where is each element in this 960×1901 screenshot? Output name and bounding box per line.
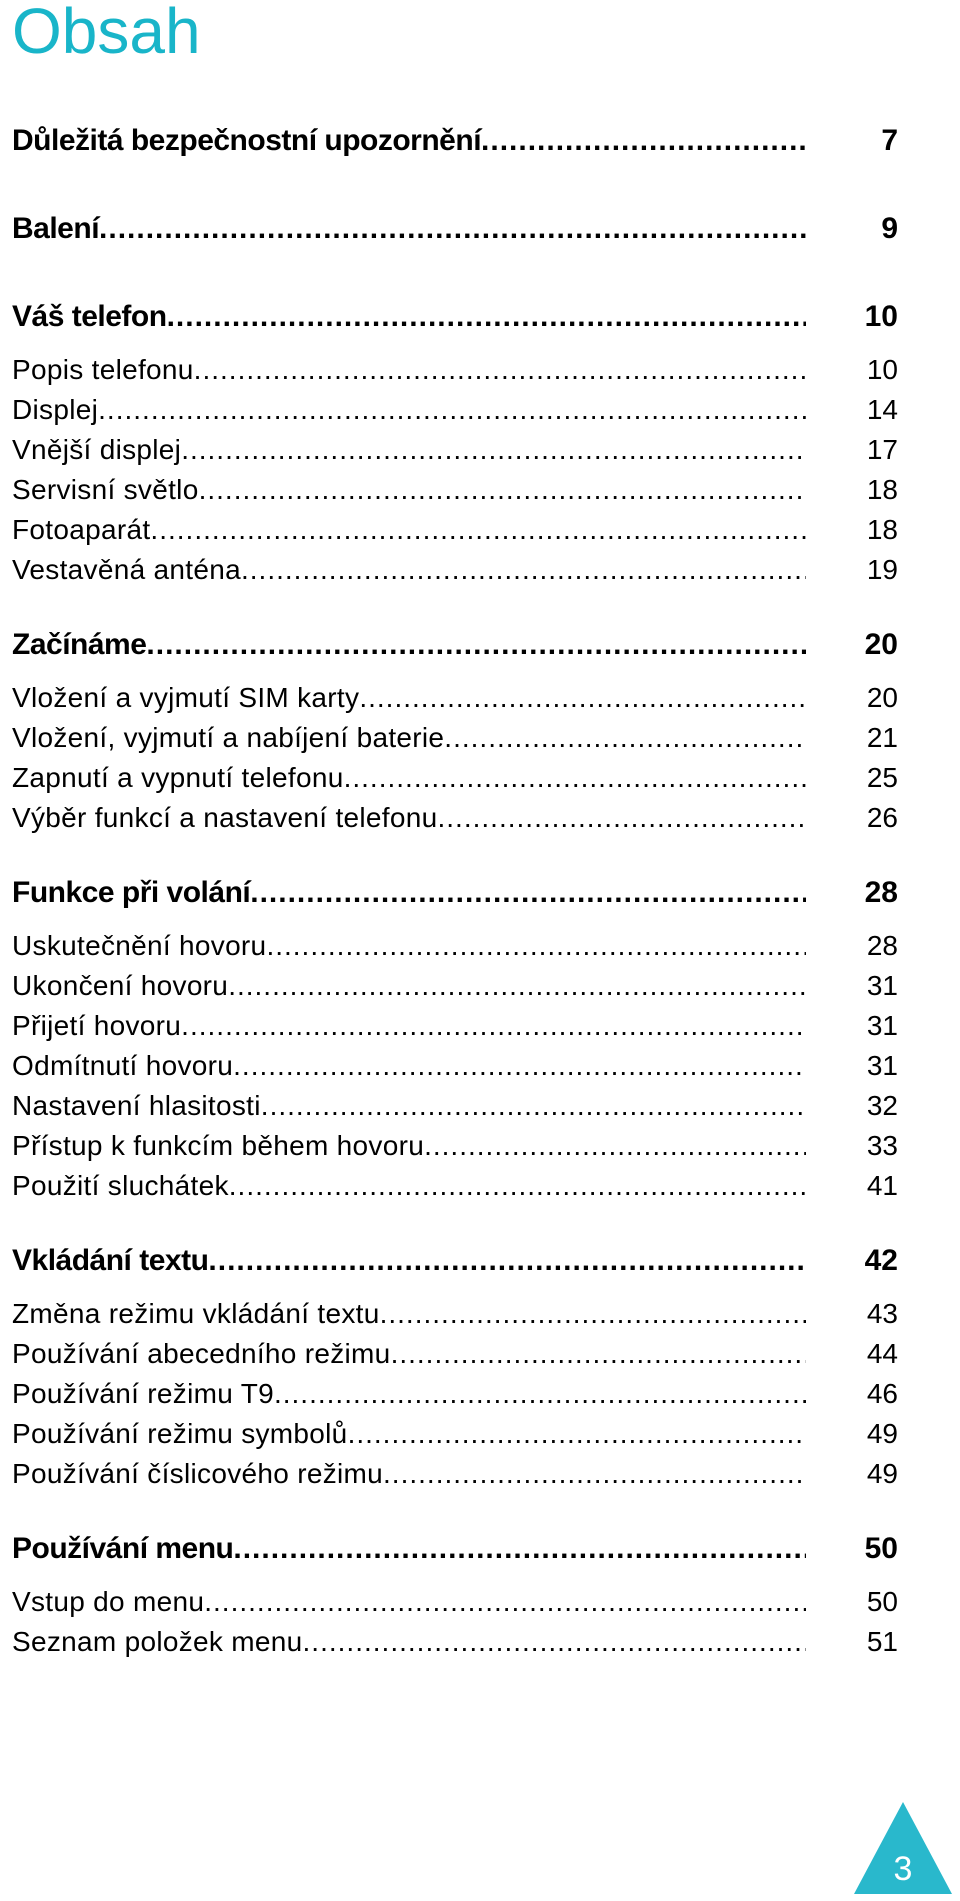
entry-title: Výběr funkcí a nastavení telefonu — [12, 802, 438, 833]
dot-leader — [274, 1374, 806, 1414]
entry-page-number: 31 — [866, 1010, 898, 1041]
entry-page-number: 46 — [866, 1378, 898, 1409]
entry-title: Váš telefon — [12, 300, 167, 333]
entry-label-wrap — [12, 390, 806, 430]
entry-page-number: 10 — [866, 354, 898, 385]
page-number-badge — [852, 1800, 954, 1896]
entry-label-wrap — [12, 1046, 806, 1086]
entry-label-wrap — [12, 470, 806, 510]
toc-chapter-entry[interactable] — [12, 1228, 898, 1294]
entry-label-wrap — [12, 284, 806, 350]
entry-page-number: 49 — [866, 1458, 898, 1489]
entry-label-wrap — [12, 350, 806, 390]
entry-page-number: 19 — [866, 554, 898, 585]
entry-title: Použití sluchátek — [12, 1170, 229, 1201]
entry-label-wrap — [12, 1086, 806, 1126]
entry-title: Důležitá bezpečnostní upozornění — [12, 124, 482, 157]
toc-subentry[interactable] — [12, 1006, 898, 1046]
toc-subentry[interactable] — [12, 798, 898, 838]
toc-subentry[interactable] — [12, 1622, 898, 1662]
entry-title: Fotoaparát — [12, 514, 151, 545]
entry-label-wrap — [12, 550, 806, 590]
entry-page-number: 41 — [866, 1170, 898, 1201]
dot-leader — [208, 1228, 806, 1294]
entry-page-number: 20 — [866, 682, 898, 713]
entry-label-wrap — [12, 1454, 806, 1494]
entry-page-number: 25 — [866, 762, 898, 793]
toc-subentry[interactable] — [12, 390, 898, 430]
entry-title: Používání režimu T9 — [12, 1378, 274, 1409]
entry-label-wrap — [12, 1294, 806, 1334]
dot-leader — [383, 1454, 806, 1494]
entry-title: Přijetí hovoru — [12, 1010, 182, 1041]
toc-chapter-entry[interactable] — [12, 1516, 898, 1582]
entry-label-wrap — [12, 430, 806, 470]
dot-leader — [233, 1046, 806, 1086]
entry-page-number: 28 — [864, 876, 898, 909]
entry-label-wrap — [12, 718, 806, 758]
toc-subentry[interactable] — [12, 1166, 898, 1206]
entry-page-number: 26 — [866, 802, 898, 833]
toc-section — [12, 108, 898, 174]
dot-leader — [359, 678, 806, 718]
entry-page-number: 28 — [866, 930, 898, 961]
entry-page-number: 9 — [881, 212, 898, 245]
toc-chapter-entry[interactable] — [12, 196, 898, 262]
dot-leader — [167, 284, 806, 350]
entry-page-number: 21 — [866, 722, 898, 753]
dot-leader — [424, 1126, 806, 1166]
toc-subentry[interactable] — [12, 718, 898, 758]
entry-label-wrap — [12, 1516, 806, 1582]
entry-page-number: 18 — [866, 514, 898, 545]
entry-page-number: 20 — [864, 628, 898, 661]
dot-leader — [229, 1166, 806, 1206]
dot-leader — [204, 1582, 806, 1622]
dot-leader — [391, 1334, 806, 1374]
entry-page-number: 44 — [866, 1338, 898, 1369]
entry-label-wrap — [12, 1006, 806, 1046]
dot-leader — [266, 926, 806, 966]
entry-title: Používání abecedního režimu — [12, 1338, 391, 1369]
dot-leader — [98, 390, 806, 430]
toc-subentry[interactable] — [12, 1126, 898, 1166]
entry-page-number: 18 — [866, 474, 898, 505]
toc-subentry[interactable] — [12, 758, 898, 798]
toc-subentry[interactable] — [12, 1046, 898, 1086]
entry-page-number: 31 — [866, 970, 898, 1001]
entry-page-number: 14 — [866, 394, 898, 425]
entry-title: Vložení, vyjmutí a nabíjení baterie — [12, 722, 445, 753]
dot-leader — [199, 470, 806, 510]
entry-title: Vnější displej — [12, 434, 182, 465]
dot-leader — [481, 108, 806, 174]
entry-title: Začínáme — [12, 628, 147, 661]
page-number: 3 — [893, 1850, 913, 1888]
entry-label-wrap — [12, 678, 806, 718]
toc-chapter-entry[interactable] — [12, 108, 898, 174]
toc-subentry[interactable] — [12, 1454, 898, 1494]
dot-leader — [348, 1414, 806, 1454]
entry-page-number: 17 — [866, 434, 898, 465]
toc-subentry[interactable] — [12, 1414, 898, 1454]
entry-label-wrap — [12, 1582, 806, 1622]
dot-leader — [380, 1294, 806, 1334]
toc-subentry[interactable] — [12, 926, 898, 966]
dot-leader — [438, 798, 807, 838]
dot-leader — [194, 350, 806, 390]
entry-title: Ukončení hovoru — [12, 970, 229, 1001]
dot-leader — [99, 196, 806, 262]
dot-leader — [233, 1516, 806, 1582]
entry-label-wrap — [12, 1334, 806, 1374]
entry-title: Uskutečnění hovoru — [12, 930, 267, 961]
toc-subentry[interactable] — [12, 966, 898, 1006]
entry-page-number: 51 — [866, 1626, 898, 1657]
entry-label-wrap — [12, 926, 806, 966]
toc-section — [12, 196, 898, 262]
entry-page-number: 31 — [866, 1050, 898, 1081]
dot-leader — [181, 430, 806, 470]
entry-page-number: 10 — [864, 300, 898, 333]
entry-title: Displej — [12, 394, 99, 425]
entry-label-wrap — [12, 1126, 806, 1166]
dot-leader — [261, 1086, 806, 1126]
entry-title: Vstup do menu — [12, 1586, 205, 1617]
page-title: Obsah — [12, 0, 201, 67]
entry-title: Odmítnutí hovoru — [12, 1050, 234, 1081]
entry-label-wrap — [12, 1228, 806, 1294]
entry-title: Přístup k funkcím během hovoru — [12, 1130, 425, 1161]
entry-title: Změna režimu vkládání textu — [12, 1298, 380, 1329]
dot-leader — [150, 510, 806, 550]
dot-leader — [344, 758, 806, 798]
entry-title: Vkládání textu — [12, 1244, 209, 1277]
toc-chapter-entry[interactable] — [12, 612, 898, 678]
dot-leader — [181, 1006, 806, 1046]
entry-title: Používání režimu symbolů — [12, 1418, 348, 1449]
entry-title: Seznam položek menu — [12, 1626, 303, 1657]
entry-label-wrap — [12, 798, 806, 838]
entry-title: Balení — [12, 212, 100, 245]
toc-section — [12, 1516, 898, 1662]
dot-leader — [228, 966, 806, 1006]
entry-title: Funkce při volání — [12, 876, 251, 909]
toc-subentry[interactable] — [12, 1582, 898, 1622]
entry-label-wrap — [12, 966, 806, 1006]
entry-page-number: 50 — [866, 1586, 898, 1617]
entry-title: Vložení a vyjmutí SIM karty — [12, 682, 360, 713]
toc-subentry[interactable] — [12, 1294, 898, 1334]
dot-leader — [250, 860, 806, 926]
entry-title: Zapnutí a vypnutí telefonu — [12, 762, 344, 793]
entry-title: Používání menu — [12, 1532, 234, 1565]
entry-label-wrap — [12, 510, 806, 550]
dot-leader — [444, 718, 806, 758]
toc-subentry[interactable] — [12, 1086, 898, 1126]
toc-section — [12, 1228, 898, 1494]
dot-leader — [146, 612, 806, 678]
entry-title: Popis telefonu — [12, 354, 194, 385]
toc-subentry[interactable] — [12, 678, 898, 718]
entry-page-number: 42 — [864, 1244, 898, 1277]
toc-subentry[interactable] — [12, 1374, 898, 1414]
entry-page-number: 32 — [866, 1090, 898, 1121]
entry-page-number: 7 — [881, 124, 898, 157]
entry-title: Nastavení hlasitosti — [12, 1090, 261, 1121]
toc-subentry[interactable] — [12, 550, 898, 590]
entry-label-wrap — [12, 1622, 806, 1662]
entry-title: Vestavěná anténa — [12, 554, 241, 585]
toc-subentry[interactable] — [12, 350, 898, 390]
entry-title: Servisní světlo — [12, 474, 199, 505]
toc-section — [12, 860, 898, 1206]
toc-section — [12, 284, 898, 590]
toc-chapter-entry[interactable] — [12, 284, 898, 350]
entry-label-wrap — [12, 108, 806, 174]
toc-subentry[interactable] — [12, 510, 898, 550]
entry-page-number: 33 — [866, 1130, 898, 1161]
entry-label-wrap — [12, 196, 806, 262]
entry-label-wrap — [12, 612, 806, 678]
toc-subentry[interactable] — [12, 430, 898, 470]
table-of-contents — [12, 108, 898, 1684]
dot-leader — [303, 1622, 806, 1662]
entry-title: Používání číslicového režimu — [12, 1458, 384, 1489]
toc-subentry[interactable] — [12, 470, 898, 510]
entry-label-wrap — [12, 758, 806, 798]
toc-section — [12, 612, 898, 838]
dot-leader — [241, 550, 806, 590]
entry-page-number: 43 — [866, 1298, 898, 1329]
entry-page-number: 49 — [866, 1418, 898, 1449]
entry-label-wrap — [12, 860, 806, 926]
toc-chapter-entry[interactable] — [12, 860, 898, 926]
entry-label-wrap — [12, 1166, 806, 1206]
toc-subentry[interactable] — [12, 1334, 898, 1374]
entry-page-number: 50 — [864, 1532, 898, 1565]
entry-label-wrap — [12, 1374, 806, 1414]
entry-label-wrap — [12, 1414, 806, 1454]
